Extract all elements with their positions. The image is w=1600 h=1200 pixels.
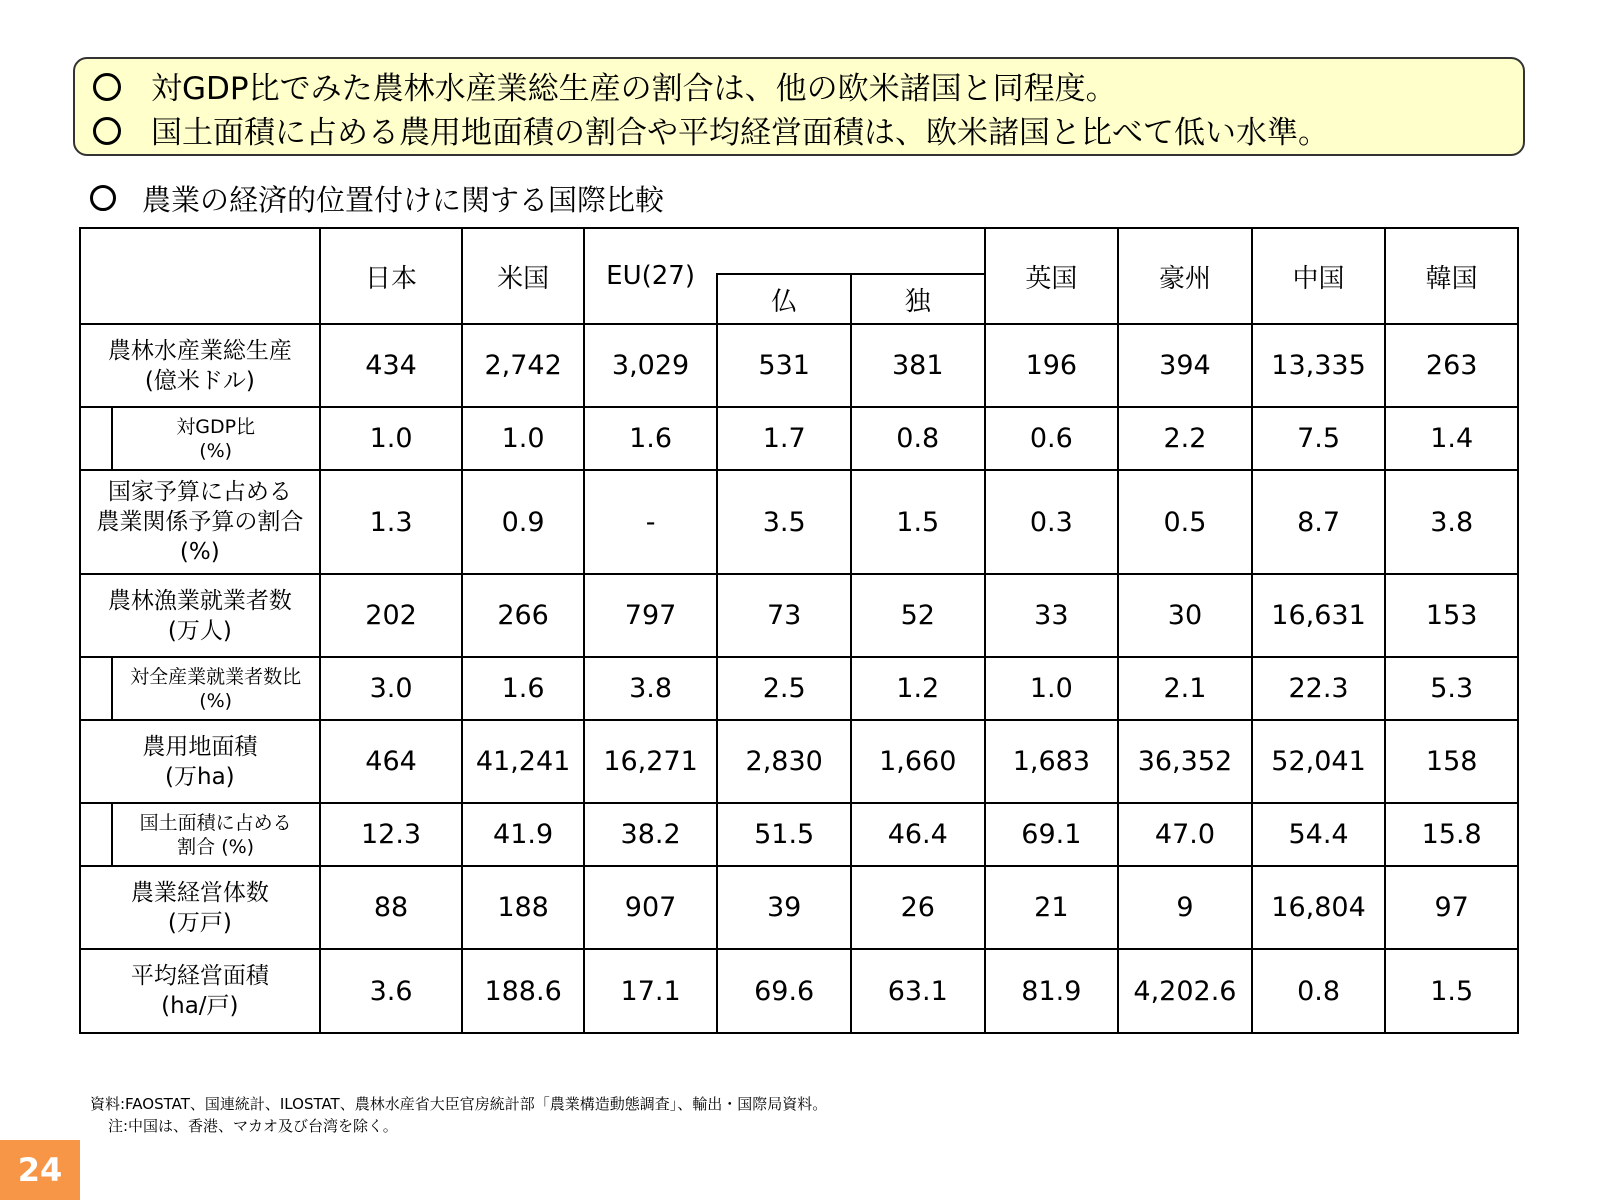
table-cell: 2,830 [717,720,851,803]
section-title [90,180,664,220]
table-cell: 69.6 [717,949,851,1033]
table-cell: 1.5 [1385,949,1518,1033]
footnote-source: 資料:FAOSTAT、国連統計、ILOSTAT、農林水産省大臣官房統計部「農業構造動態調査」、輸出・国際局資料。 [90,1095,828,1113]
table-cell: 158 [1385,720,1518,803]
table-cell: 8.7 [1252,470,1386,574]
table-cell: 81.9 [985,949,1119,1033]
table-row [80,720,1518,803]
table-cell: 22.3 [1252,657,1386,720]
header-eu: EU(27) [584,228,718,324]
summary-box [73,57,1525,156]
table-cell: 0.9 [462,470,583,574]
table-cell: 13,335 [1252,324,1386,407]
table-cell: 97 [1385,866,1518,949]
table-cell: 41.9 [462,803,583,866]
table-cell: 434 [320,324,463,407]
table-cell: 33 [985,574,1119,657]
table-row [80,803,1518,866]
table-cell: 51.5 [717,803,851,866]
header-us: 米国 [462,228,583,324]
table-cell: 381 [851,324,985,407]
row-sublabel: 対全産業就業者数比 (%) [112,657,320,720]
row-label: 農林漁業就業者数 (万人) [80,574,320,657]
table-cell: 3.8 [1385,470,1518,574]
table-cell: 1.5 [851,470,985,574]
table-cell: 63.1 [851,949,985,1033]
table-cell: 36,352 [1118,720,1252,803]
table-cell: 5.3 [1385,657,1518,720]
table-cell: 188 [462,866,583,949]
footnote-note: 注:中国は、香港、マカオ及び台湾を除く。 [108,1117,398,1135]
table-cell: 69.1 [985,803,1119,866]
header-france: 仏 [717,274,851,324]
table-cell: 38.2 [584,803,718,866]
table-cell: 52,041 [1252,720,1386,803]
header-uk: 英国 [985,228,1119,324]
table-cell: 0.6 [985,407,1119,470]
table-cell: 12.3 [320,803,463,866]
table-cell: 1.6 [584,407,718,470]
header-eu-span [717,228,984,274]
table-cell: 4,202.6 [1118,949,1252,1033]
table-cell: 1,683 [985,720,1119,803]
header-china: 中国 [1252,228,1386,324]
row-label: 農林水産業総生産 (億米ドル) [80,324,320,407]
table-cell: 797 [584,574,718,657]
table-cell: 30 [1118,574,1252,657]
header-australia: 豪州 [1118,228,1252,324]
table-cell: 46.4 [851,803,985,866]
table-cell: - [584,470,718,574]
table-cell: 3.0 [320,657,463,720]
table-row [80,324,1518,407]
table-cell: 2.1 [1118,657,1252,720]
table-cell: 3.5 [717,470,851,574]
header-korea: 韓国 [1385,228,1518,324]
section-title-text: 農業の経済的位置付けに関する国際比較 [142,183,665,217]
header-row-top [80,228,1518,274]
comparison-table [79,227,1519,1034]
table-cell: 16,271 [584,720,718,803]
table-cell: 202 [320,574,463,657]
table-cell: 0.3 [985,470,1119,574]
table-cell: 1.3 [320,470,463,574]
row-label: 国家予算に占める 農業関係予算の割合 (%) [80,470,320,574]
table-cell: 1,660 [851,720,985,803]
table-row [80,657,1518,720]
table-cell: 0.8 [1252,949,1386,1033]
table-cell: 39 [717,866,851,949]
table-cell: 41,241 [462,720,583,803]
table-cell: 263 [1385,324,1518,407]
page-number: 24 [0,1140,80,1200]
table-cell: 16,631 [1252,574,1386,657]
header-germany: 独 [851,274,985,324]
table-cell: 73 [717,574,851,657]
table-cell: 16,804 [1252,866,1386,949]
summary-line-1 [89,67,1523,111]
row-sublabel: 国土面積に占める 割合 (%) [112,803,320,866]
table-cell: 54.4 [1252,803,1386,866]
table-cell: 1.0 [985,657,1119,720]
table-cell: 26 [851,866,985,949]
table-cell: 394 [1118,324,1252,407]
table-cell: 21 [985,866,1119,949]
footnotes [90,1093,827,1137]
table-cell: 907 [584,866,718,949]
table-cell: 1.7 [717,407,851,470]
table-cell: 9 [1118,866,1252,949]
summary-line-2 [89,111,1523,155]
table-cell: 3.8 [584,657,718,720]
row-label: 農用地面積 (万ha) [80,720,320,803]
table-cell: 17.1 [584,949,718,1033]
circle-bullet-icon [90,185,116,211]
circle-bullet-icon [93,73,121,101]
header-corner [80,228,320,324]
table-row [80,470,1518,574]
table-cell: 1.0 [320,407,463,470]
table-row [80,574,1518,657]
table-cell: 2,742 [462,324,583,407]
table-row [80,866,1518,949]
table-cell: 196 [985,324,1119,407]
table-cell: 531 [717,324,851,407]
table-cell: 0.5 [1118,470,1252,574]
table-cell: 464 [320,720,463,803]
table-cell: 188.6 [462,949,583,1033]
table-cell: 88 [320,866,463,949]
table-row [80,407,1518,470]
table-cell: 153 [1385,574,1518,657]
row-label: 平均経営面積 (ha/戸) [80,949,320,1033]
table-row [80,949,1518,1033]
indent-cell [80,407,112,470]
table-cell: 47.0 [1118,803,1252,866]
row-sublabel: 対GDP比 (%) [112,407,320,470]
table-cell: 1.0 [462,407,583,470]
table-cell: 2.2 [1118,407,1252,470]
table-cell: 3.6 [320,949,463,1033]
summary-text-1: 対GDP比でみた農林水産業総生産の割合は、他の欧米諸国と同程度。 [151,71,1117,107]
table-cell: 266 [462,574,583,657]
table-cell: 1.2 [851,657,985,720]
table-cell: 1.6 [462,657,583,720]
table-cell: 15.8 [1385,803,1518,866]
indent-cell [80,803,112,866]
circle-bullet-icon [93,117,121,145]
indent-cell [80,657,112,720]
table-cell: 0.8 [851,407,985,470]
table-cell: 3,029 [584,324,718,407]
summary-text-2: 国土面積に占める農用地面積の割合や平均経営面積は、欧米諸国と比べて低い水準。 [151,115,1329,151]
header-japan: 日本 [320,228,463,324]
table-cell: 2.5 [717,657,851,720]
table-cell: 7.5 [1252,407,1386,470]
row-label: 農業経営体数 (万戸) [80,866,320,949]
table-cell: 52 [851,574,985,657]
table-cell: 1.4 [1385,407,1518,470]
